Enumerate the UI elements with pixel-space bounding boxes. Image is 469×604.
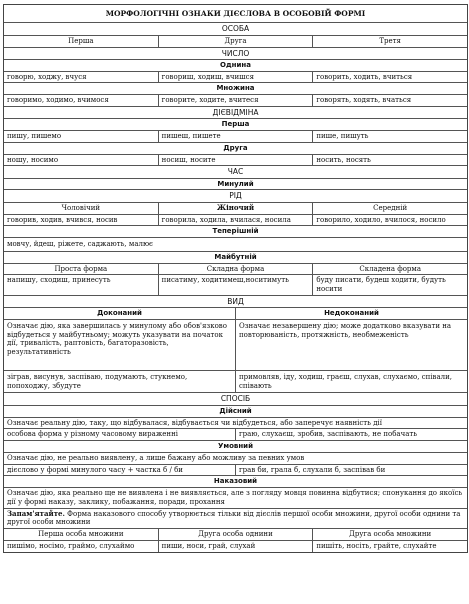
- subheader-mnozhyna: [4, 82, 467, 94]
- section-header: ЧАС: [227, 167, 244, 177]
- cell: особова форма у різному часовому вираженні: [7, 430, 178, 439]
- section-header: СПОСІБ: [220, 394, 251, 404]
- cell: писатиму, ходитимеш,носитимуть: [158, 275, 313, 295]
- col-header: Друга особа множини: [312, 529, 467, 540]
- cell: пишіть, носіть, грайте, слухайте: [312, 541, 467, 552]
- note-row: [4, 508, 467, 529]
- col-header: Проста форма: [54, 264, 108, 273]
- col-header: Перша особа множини: [38, 530, 124, 538]
- col-header: Друга: [158, 36, 313, 47]
- table-row: [4, 428, 467, 440]
- col-header: Недоконаний: [235, 308, 467, 319]
- subheader-umovnyi: [4, 440, 467, 452]
- section-vyd: [4, 295, 467, 307]
- subheader-maibutnii: [4, 251, 467, 263]
- cell: пишімо, носімо, граймо, слухаймо: [7, 541, 135, 550]
- section-header: ДІЄВІДМІНА: [212, 107, 259, 117]
- cell: пишу, пишемо: [7, 132, 62, 140]
- title-row: [4, 5, 467, 22]
- table-row: [4, 94, 467, 106]
- table-row: [4, 487, 467, 508]
- cell: говорить, ходить, вчиться: [312, 72, 467, 83]
- cell: говориш, ходиш, вчишся: [158, 72, 313, 83]
- section-header: ВИД: [227, 296, 244, 306]
- subheader: Друга: [223, 143, 248, 152]
- col-header: Доконаний: [97, 309, 142, 318]
- col-header: Складена форма: [312, 264, 467, 275]
- note-lead: Запам'ятайте.: [7, 508, 65, 518]
- subheader-persha: [4, 118, 467, 130]
- cell: буду писати, будеш ходити, будуть носити: [312, 275, 467, 295]
- cell: пише, пишуть: [312, 131, 467, 142]
- cell: Означає незавершену дію; може додатково вказувати на повторюваність, протяжність, необмеженість: [235, 320, 467, 370]
- col-header: Третя: [312, 36, 467, 47]
- subheader-odnyna: [4, 59, 467, 71]
- table-row: [4, 130, 467, 142]
- table-row: [4, 71, 467, 83]
- subheader: Наказовий: [213, 477, 258, 486]
- col-header: Чоловічий: [61, 203, 101, 212]
- cell: Означає дію, яка завершилась у минулому або обов'язково відбудеться у майбутньому; можуть указувати на початок дії, тривалість, раптовість, багаторазовість, результативність: [7, 321, 227, 357]
- subheader: Дійсний: [219, 406, 252, 415]
- section-chas: [4, 165, 467, 177]
- subheader-druha: [4, 142, 467, 154]
- cell: напишу, сходиш, принесуть: [7, 276, 111, 285]
- subheader: Майбутній: [214, 252, 257, 261]
- subheader: Умовний: [217, 442, 253, 450]
- cell: пишеш, пишете: [158, 131, 313, 142]
- subheader: Однина: [220, 60, 251, 69]
- table-row: [4, 417, 467, 429]
- cell: пиши, носи, грай, слухай: [158, 541, 313, 552]
- table-row: [4, 452, 467, 464]
- col-header: Середній: [312, 203, 467, 214]
- col-header: Складна форма: [158, 264, 313, 275]
- cell: говорила, ходила, вчилася, носила: [158, 215, 313, 226]
- table-row: [4, 237, 467, 251]
- vyd-cols-row: [4, 307, 467, 319]
- section-osoba: [4, 22, 467, 34]
- maibutnii-cols-row: [4, 263, 467, 275]
- cell: носиш, носите: [158, 155, 313, 166]
- table-row: [4, 370, 467, 393]
- cell: говорю, ходжу, вчуся: [7, 72, 87, 81]
- rid-cols-row: [4, 202, 467, 214]
- cell: Означає реальну дію, таку, що відбувалася, відбувається чи відбудеться, або заперечує наявність дії: [7, 418, 383, 427]
- osoba-cols-row: [4, 35, 467, 47]
- section-diievidmina: [4, 106, 467, 118]
- cell: говорив, ходив, вчився, носив: [7, 215, 118, 224]
- subheader: Минулий: [217, 179, 254, 188]
- table-row: [4, 464, 467, 476]
- section-sposib: [4, 392, 467, 404]
- table-row: [4, 319, 467, 370]
- morphology-table: [3, 4, 468, 553]
- cell: говорите, ходите, вчитеся: [158, 95, 313, 106]
- subheader-diisnyi: [4, 405, 467, 417]
- section-rid: [4, 189, 467, 201]
- table-row: [4, 214, 467, 226]
- cell: граю, слухаєш, зробив, заспівають, не побачать: [235, 429, 467, 440]
- table-title: МОРФОЛОГІЧНІ ОЗНАКИ ДІЄСЛОВА В ОСОБОВІЙ ФОРМІ: [105, 9, 366, 18]
- note-text: Форма наказового способу утворюється тільки від дієслів першої особи множини, другої особи однини та другої особи множини: [7, 509, 461, 527]
- table-row: [4, 154, 467, 166]
- subheader-nakazovyi: [4, 475, 467, 487]
- col-header: Перша: [68, 36, 94, 45]
- note-cell: [4, 509, 467, 529]
- cell: дієслово у формі минулого часу + частка б / би: [7, 465, 183, 474]
- table-row: [4, 274, 467, 295]
- cell: говорять, ходять, вчаться: [312, 95, 467, 106]
- subheader-mynulyi: [4, 178, 467, 190]
- section-chyslo: [4, 47, 467, 59]
- cell: примовляв, іду, ходиш, граєш, слухав, слухаємо, співали, співають: [235, 371, 467, 393]
- cell: зіграв, висунув, заспіваю, подумають, стукнемо, попоходжу, збудуте: [7, 372, 188, 390]
- subheader-teperishnii: [4, 225, 467, 237]
- cell: мовчу, йдеш, ріжете, саджають, малює: [7, 240, 153, 248]
- table-row: [4, 540, 467, 552]
- subheader: Перша: [221, 120, 250, 129]
- col-header: Жіночий: [158, 203, 313, 214]
- col-header: Друга особа однини: [158, 529, 313, 540]
- cell: ношу, носимо: [7, 155, 59, 164]
- subheader: Множина: [216, 84, 255, 93]
- section-header: РІД: [229, 191, 242, 201]
- cell: носить, носять: [312, 155, 467, 166]
- cell: говорило, ходило, вчилося, носило: [312, 215, 467, 226]
- cell: говоримо, ходимо, вчимося: [7, 96, 109, 105]
- section-header: ОСОБА: [221, 24, 250, 34]
- nakazovyi-cols-row: [4, 528, 467, 540]
- cell: грав би, грала б, слухали б, заспівав би: [235, 465, 467, 476]
- cell: Означає дію, не реально виявлену, а лише бажану або можливу за певних умов: [7, 453, 305, 462]
- cell: Означає дію, яка реально ще не виявлена і не виявляється, але з погляду мовця повинна відбутися; спонукання до якоїсь дії у формі наказу, заклику, побажання, поради, прохання: [7, 489, 463, 506]
- section-header: ЧИСЛО: [221, 48, 250, 58]
- subheader: Теперішній: [212, 227, 259, 236]
